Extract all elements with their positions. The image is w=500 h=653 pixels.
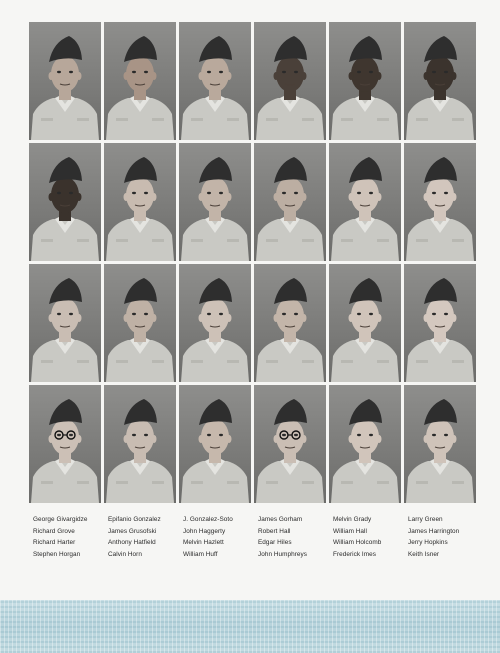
pocket-flap — [302, 239, 314, 242]
ear-shape — [274, 314, 279, 322]
eye-shape — [369, 313, 373, 315]
portrait-figure — [29, 143, 101, 261]
eye-shape — [357, 71, 361, 73]
pocket-flap — [227, 239, 239, 242]
person-name: Melvin Grady — [333, 516, 372, 523]
person-name: Epifanio Gonzalez — [108, 516, 161, 523]
eye-shape — [57, 71, 61, 73]
head-shape — [126, 56, 154, 92]
eye-shape — [432, 434, 436, 436]
cap-shape — [49, 157, 82, 183]
pocket-flap — [77, 118, 89, 121]
person-name: William Holcomb — [333, 539, 382, 546]
pocket-flap — [341, 360, 353, 363]
eye-shape — [132, 71, 136, 73]
portrait-photo — [29, 22, 101, 140]
ear-shape — [452, 435, 457, 443]
person-name: James Gorham — [258, 516, 303, 523]
ear-shape — [349, 72, 354, 80]
ear-shape — [49, 72, 54, 80]
person-name: Richard Grove — [33, 527, 75, 535]
name-columns — [33, 514, 483, 560]
pocket-flap — [41, 360, 53, 363]
ear-shape — [152, 72, 157, 80]
portrait-photo — [404, 264, 476, 382]
person-name: Keith Isner — [408, 550, 440, 558]
cap-shape — [424, 36, 457, 62]
pocket-flap — [116, 118, 128, 121]
head-shape — [351, 56, 379, 92]
ear-shape — [302, 435, 307, 443]
eye-shape — [219, 71, 223, 73]
ear-shape — [49, 193, 54, 201]
cap-shape — [124, 36, 157, 62]
eye-shape — [357, 434, 361, 436]
eye-shape — [132, 313, 136, 315]
person-name: George Givargidze — [33, 516, 88, 523]
pocket-flap — [152, 481, 164, 484]
portrait-photo — [254, 143, 326, 261]
ear-shape — [49, 435, 54, 443]
head-shape — [426, 419, 454, 455]
cap-shape — [49, 399, 82, 425]
person-name: Stephen Horgan — [33, 550, 81, 558]
pocket-flap — [302, 118, 314, 121]
cap-shape — [124, 399, 157, 425]
portrait-photo — [179, 143, 251, 261]
ear-shape — [424, 72, 429, 80]
head-shape — [126, 298, 154, 334]
eye-shape — [57, 434, 61, 436]
eye-shape — [69, 434, 73, 436]
portrait-photo — [404, 22, 476, 140]
portrait-photo — [104, 22, 176, 140]
eye-shape — [369, 192, 373, 194]
ear-shape — [199, 193, 204, 201]
portrait-photo — [254, 22, 326, 140]
portrait-figure — [404, 22, 476, 140]
person-name: James Harrington — [408, 527, 460, 535]
ear-shape — [152, 314, 157, 322]
head-shape — [126, 419, 154, 455]
pocket-flap — [452, 360, 464, 363]
head-shape — [426, 177, 454, 213]
portrait-photo — [329, 385, 401, 503]
head-shape — [426, 298, 454, 334]
cap-shape — [199, 36, 232, 62]
pocket-flap — [77, 481, 89, 484]
person-name: Richard Harter — [33, 539, 76, 546]
person-name: Melvin Hazlett — [183, 539, 224, 546]
portrait-photo — [179, 385, 251, 503]
eye-shape — [69, 192, 73, 194]
pocket-flap — [191, 360, 203, 363]
portrait-photo — [329, 264, 401, 382]
ear-shape — [452, 72, 457, 80]
pocket-flap — [266, 360, 278, 363]
portrait-photo — [329, 22, 401, 140]
pocket-flap — [416, 360, 428, 363]
eye-shape — [282, 434, 286, 436]
portrait-figure — [104, 385, 176, 503]
head-shape — [201, 56, 229, 92]
eye-shape — [144, 313, 148, 315]
ear-shape — [124, 193, 129, 201]
eye-shape — [369, 434, 373, 436]
pocket-flap — [41, 239, 53, 242]
person-name: William Huff — [183, 550, 218, 558]
portrait-photo — [29, 385, 101, 503]
name-column-4 — [258, 514, 333, 560]
head-shape — [276, 298, 304, 334]
eye-shape — [207, 313, 211, 315]
pocket-flap — [116, 239, 128, 242]
ear-shape — [424, 314, 429, 322]
ear-shape — [227, 435, 232, 443]
pocket-flap — [77, 360, 89, 363]
head-shape — [51, 177, 79, 213]
ear-shape — [377, 193, 382, 201]
decorative-footer-band — [0, 600, 500, 653]
ear-shape — [49, 314, 54, 322]
eye-shape — [357, 192, 361, 194]
eye-shape — [219, 313, 223, 315]
person-name: Jerry Hopkins — [408, 539, 448, 546]
cap-shape — [349, 157, 382, 183]
pocket-flap — [116, 481, 128, 484]
eye-shape — [282, 71, 286, 73]
portrait-figure — [179, 264, 251, 382]
eye-shape — [69, 313, 73, 315]
eye-shape — [132, 434, 136, 436]
person-name: James Grusofski — [108, 527, 157, 535]
cap-shape — [199, 157, 232, 183]
ear-shape — [77, 314, 82, 322]
pocket-flap — [302, 481, 314, 484]
ear-shape — [274, 193, 279, 201]
ear-shape — [349, 193, 354, 201]
ear-shape — [452, 193, 457, 201]
ear-shape — [199, 435, 204, 443]
pocket-flap — [377, 360, 389, 363]
eye-shape — [69, 71, 73, 73]
eye-shape — [144, 71, 148, 73]
eye-shape — [432, 71, 436, 73]
cap-shape — [49, 278, 82, 304]
pocket-flap — [416, 481, 428, 484]
person-name: Robert Hall — [258, 527, 291, 535]
ear-shape — [424, 193, 429, 201]
eye-shape — [357, 313, 361, 315]
head-shape — [351, 298, 379, 334]
pocket-flap — [341, 481, 353, 484]
ear-shape — [227, 193, 232, 201]
eye-shape — [294, 192, 298, 194]
eye-shape — [282, 192, 286, 194]
cap-shape — [199, 278, 232, 304]
head-shape — [351, 177, 379, 213]
cap-shape — [424, 157, 457, 183]
ear-shape — [199, 72, 204, 80]
eye-shape — [294, 313, 298, 315]
eye-shape — [444, 434, 448, 436]
portrait-figure — [29, 385, 101, 503]
head-shape — [51, 56, 79, 92]
portrait-grid — [29, 22, 476, 503]
portrait-figure — [404, 264, 476, 382]
ear-shape — [124, 314, 129, 322]
ear-shape — [424, 435, 429, 443]
eye-shape — [282, 313, 286, 315]
ear-shape — [302, 193, 307, 201]
portrait-figure — [104, 143, 176, 261]
eye-shape — [144, 434, 148, 436]
cap-shape — [49, 36, 82, 62]
person-name: Edgar Hiles — [258, 539, 292, 546]
portrait-figure — [179, 143, 251, 261]
portrait-figure — [329, 143, 401, 261]
person-name: Anthony Hatfield — [108, 539, 156, 546]
cap-shape — [349, 278, 382, 304]
cap-shape — [274, 36, 307, 62]
portrait-figure — [104, 22, 176, 140]
portrait-figure — [329, 264, 401, 382]
cap-shape — [274, 157, 307, 183]
ear-shape — [77, 193, 82, 201]
person-name: Calvin Horn — [108, 550, 142, 558]
pocket-flap — [452, 481, 464, 484]
cap-shape — [349, 36, 382, 62]
portrait-figure — [254, 264, 326, 382]
ear-shape — [124, 435, 129, 443]
ear-shape — [302, 72, 307, 80]
eye-shape — [219, 434, 223, 436]
eye-shape — [444, 313, 448, 315]
portrait-photo — [254, 264, 326, 382]
portrait-figure — [179, 385, 251, 503]
portrait-figure — [29, 264, 101, 382]
eye-shape — [432, 313, 436, 315]
portrait-photo — [404, 385, 476, 503]
pocket-flap — [152, 239, 164, 242]
person-name: John Haggerty — [183, 527, 226, 535]
portrait-photo — [104, 143, 176, 261]
person-name: J. Gonzalez-Soto — [183, 516, 233, 523]
eye-shape — [207, 71, 211, 73]
ear-shape — [227, 72, 232, 80]
cap-shape — [424, 278, 457, 304]
portrait-photo — [254, 385, 326, 503]
ear-shape — [152, 193, 157, 201]
pocket-flap — [266, 118, 278, 121]
ear-shape — [274, 72, 279, 80]
cap-shape — [349, 399, 382, 425]
portrait-figure — [404, 143, 476, 261]
head-shape — [126, 177, 154, 213]
name-column-6 — [408, 514, 483, 560]
head-shape — [201, 419, 229, 455]
pocket-flap — [416, 118, 428, 121]
cap-shape — [199, 399, 232, 425]
cap-shape — [424, 399, 457, 425]
name-column-1 — [33, 514, 108, 560]
ear-shape — [349, 435, 354, 443]
ear-shape — [199, 314, 204, 322]
cap-shape — [124, 157, 157, 183]
pocket-flap — [452, 118, 464, 121]
portrait-figure — [329, 22, 401, 140]
pocket-flap — [152, 118, 164, 121]
portrait-figure — [254, 143, 326, 261]
ear-shape — [152, 435, 157, 443]
eye-shape — [144, 192, 148, 194]
ear-shape — [302, 314, 307, 322]
eye-shape — [369, 71, 373, 73]
eye-shape — [294, 71, 298, 73]
portrait-photo — [179, 264, 251, 382]
ear-shape — [227, 314, 232, 322]
pocket-flap — [302, 360, 314, 363]
pocket-flap — [416, 239, 428, 242]
head-shape — [201, 177, 229, 213]
eye-shape — [57, 313, 61, 315]
portrait-photo — [404, 143, 476, 261]
head-shape — [51, 298, 79, 334]
ear-shape — [77, 435, 82, 443]
head-shape — [201, 298, 229, 334]
pocket-flap — [227, 118, 239, 121]
eye-shape — [207, 434, 211, 436]
pocket-flap — [41, 481, 53, 484]
pocket-flap — [452, 239, 464, 242]
pocket-flap — [41, 118, 53, 121]
portrait-figure — [254, 385, 326, 503]
person-name: William Hall — [333, 527, 367, 535]
head-shape — [276, 56, 304, 92]
ear-shape — [452, 314, 457, 322]
cap-shape — [274, 399, 307, 425]
portrait-figure — [254, 22, 326, 140]
eye-shape — [444, 192, 448, 194]
ear-shape — [274, 435, 279, 443]
ear-shape — [377, 314, 382, 322]
pocket-flap — [152, 360, 164, 363]
name-column-5 — [333, 514, 408, 560]
ear-shape — [377, 435, 382, 443]
eye-shape — [294, 434, 298, 436]
portrait-photo — [29, 264, 101, 382]
cap-shape — [124, 278, 157, 304]
portrait-photo — [104, 264, 176, 382]
eye-shape — [219, 192, 223, 194]
pocket-flap — [227, 481, 239, 484]
head-shape — [426, 56, 454, 92]
head-shape — [276, 177, 304, 213]
ear-shape — [77, 72, 82, 80]
eye-shape — [432, 192, 436, 194]
portrait-figure — [104, 264, 176, 382]
portrait-figure — [404, 385, 476, 503]
ear-shape — [349, 314, 354, 322]
name-column-2 — [108, 514, 183, 560]
portrait-figure — [29, 22, 101, 140]
pocket-flap — [377, 239, 389, 242]
eye-shape — [207, 192, 211, 194]
pocket-flap — [377, 118, 389, 121]
person-name: Frederick Imes — [333, 550, 376, 558]
portrait-figure — [329, 385, 401, 503]
pocket-flap — [266, 481, 278, 484]
portrait-photo — [179, 22, 251, 140]
portrait-photo — [29, 143, 101, 261]
pocket-flap — [266, 239, 278, 242]
pocket-flap — [191, 239, 203, 242]
pocket-flap — [341, 239, 353, 242]
pocket-flap — [341, 118, 353, 121]
cap-shape — [274, 278, 307, 304]
portrait-photo — [104, 385, 176, 503]
pocket-flap — [377, 481, 389, 484]
pocket-flap — [191, 118, 203, 121]
pocket-flap — [191, 481, 203, 484]
eye-shape — [57, 192, 61, 194]
ear-shape — [124, 72, 129, 80]
pocket-flap — [116, 360, 128, 363]
ear-shape — [377, 72, 382, 80]
name-column-3 — [183, 514, 258, 560]
head-shape — [351, 419, 379, 455]
pocket-flap — [227, 360, 239, 363]
pocket-flap — [77, 239, 89, 242]
eye-shape — [444, 71, 448, 73]
portrait-figure — [179, 22, 251, 140]
portrait-photo — [329, 143, 401, 261]
person-name: Larry Green — [408, 516, 443, 523]
eye-shape — [132, 192, 136, 194]
person-name: John Humphreys — [258, 550, 308, 558]
